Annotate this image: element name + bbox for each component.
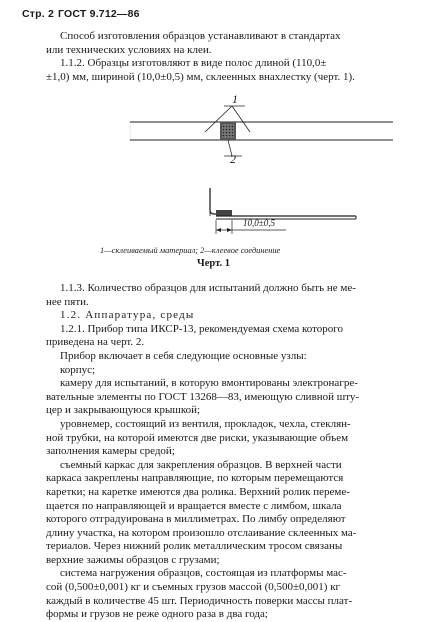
item-chamber-line-1: камеру для испытаний, в которую вмонтированы электронагре- [60, 377, 358, 390]
item-frame-line-2: каркаса закреплены направляющие, по которым перемещаются [46, 472, 344, 485]
intro-block [46, 30, 406, 84]
figure-label-2: 2 [230, 152, 236, 166]
figure-1 [0, 92, 427, 272]
item-chamber-line-2: вательные элементы по ГОСТ 13268—83, имеющую сливной шту- [46, 390, 360, 403]
intro-line-1: Способ изготовления образцов устанавливают в стандартах [60, 30, 341, 42]
item-frame-line-4: щается по направляющей и вращается вместе с лимбом, шкала [46, 499, 342, 512]
item-housing: корпус; [60, 363, 96, 376]
dimension-label: 10,0±0,5 [243, 218, 275, 228]
clause-1-2-1-line-1: 1.2.1. Прибор типа ИКСР-13, рекомендуемая схема которого [60, 322, 344, 335]
item-loading-line-3: каждый в количестве 45 шт. Периодичность поверки массы плат- [46, 594, 353, 607]
figure-1-drawing [0, 92, 427, 272]
side-view [210, 188, 356, 234]
clause-1-2-1-line-2: приведена на черт. 2. [46, 336, 145, 349]
intro-line-2: или технических условиях на клеи. [46, 43, 212, 56]
item-loading-line-4: формы и грузов не реже одного раза в два года; [46, 608, 268, 621]
figure-title: Черт. 1 [197, 258, 230, 269]
figure-caption: 1—склеиваемый материал; 2—клеевое соединение [100, 246, 281, 255]
standard-code: ГОСТ 9.712—86 [58, 8, 140, 20]
page-header [22, 8, 140, 20]
item-chamber-line-3: цер и закрывающуюся крышкой; [46, 404, 201, 417]
section-1-2-heading: 1.2. Аппаратура, среды [60, 309, 195, 322]
main-text [46, 282, 406, 622]
figure-label-1: 1 [232, 92, 238, 106]
item-level-gauge-line-3: заполнения камеры средой; [46, 445, 175, 458]
item-frame-line-3: каретки; на каретке имеются два ролика. Верхний ролик переме- [46, 485, 350, 498]
item-level-gauge-line-1: уровнемер, состоящий из вентиля, прокладок, чехла, стеклян- [60, 417, 351, 430]
top-view [130, 106, 393, 156]
page-number: Стр. 2 [22, 8, 55, 20]
adhesive-zone-side [216, 210, 232, 216]
item-frame-line-7: териалов. Через нижний ролик металлическим тросом связаны [46, 540, 343, 553]
clause-1-1-3-line-1: 1.1.3. Количество образцов для испытаний должно быть не ме- [60, 282, 356, 294]
item-level-gauge-line-2: ной трубки, на которой имеются две риски, указывающие объем [46, 431, 349, 444]
clause-1-1-2-line-1: 1.1.2. Образцы изготовляют в виде полос длиной (110,0± [60, 57, 327, 70]
clause-1-1-3-line-2: нее пяти. [46, 295, 89, 308]
item-frame-line-1: съемный каркас для закрепления образцов. В верхней части [60, 458, 342, 471]
units-intro: Прибор включает в себя следующие основные узлы: [60, 349, 307, 362]
item-frame-line-5: которого отградуирована в миллиметрах. По лимбу определяют [46, 513, 346, 526]
item-loading-line-1: система нагружения образцов, состоящая из платформы мас- [60, 567, 347, 580]
clause-1-1-2-line-2: ±1,0) мм, шириной (10,0±0,5) мм, склеенных внахлестку (черт. 1). [46, 70, 355, 83]
item-frame-line-6: длину участка, на котором произошло отслаивание склеенных ма- [46, 526, 357, 539]
item-loading-line-2: сой (0,500±0,001) кг и съемных грузов массой (0,500±0,001) кг [46, 581, 341, 594]
item-frame-line-8: верхние зажимы образцов с грузами; [46, 553, 220, 566]
